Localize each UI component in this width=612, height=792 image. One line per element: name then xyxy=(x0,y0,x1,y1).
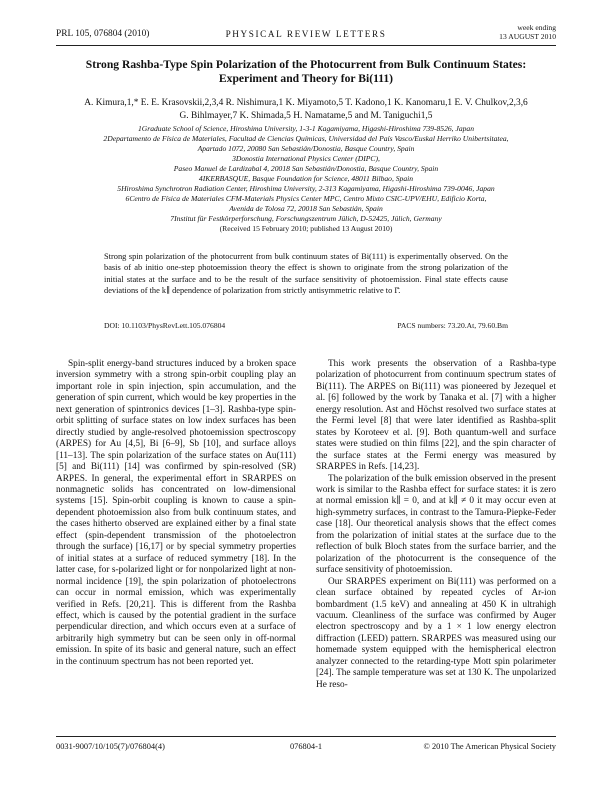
author-list xyxy=(56,97,556,124)
week-label: week ending xyxy=(517,23,556,32)
paragraph: Spin-split energy-band structures induced by a broken space inversion symmetry with a strong spin-orbit coupling play an important role in spin injection, spin accumulation, and the generation of spin current, which would be key properties in the next generation of spintronics devices [1–3]. Rashba-type spin-orbit splitting of surface states on low index surfaces has been directly studied by angle-resolved photoemission spectroscopy (ARPES) for Au [4,5], Bi [6–9], Sb [10], and surface alloys [11–13]. The spin polarization of the surface states on Au(111) [5] and Bi(111) [14] was confirmed by spin-resolved (SR) ARPES. In general, the experimental effort in SRARPES on nonmagnetic solids has concentrated on low-dimensional systems [15]. Spin-orbit coupling is known to cause a spin-dependent photoemission also from bulk continuum states, and the cases hitherto observed are explained either by a final state effect (spin-dependent transmission of the photoelectron through the surface) [16,17] or by special symmetry properties of initial states at a surface of reduced symmetry [18]. In the latter case, for s-polarized light or for nonpolarized light at non-normal incidence [19], the spin polarization of photoelectrons can occur in normal emission, which was experimentally verified in Refs. [20,21]. This is different from the Rashba effect, which is caused by the potential gradient in the surface perpendicular direction, and which occurs even at a surface of arbitrarily high symmetry but can be seen only in off-normal emission. In spite of its basic and general nature, such an effect in the continuum spectrum has not been reported yet. xyxy=(56,359,296,667)
footer-rule xyxy=(56,736,556,737)
paragraph: The polarization of the bulk emission observed in the present work is similar to the Rashba effect for surface states: it is zero at normal emission k∥ = 0, and at k∥ ≠ 0 it may occur even at high-symmetry surfaces, in contrast to the Tamura-Piepke-Feder case [18]. Our theoretical analysis shows that the effect comes from the polarization of initial states at the surface due to the reflection of bulk Bloch states from the surface barrier, and the polarization of the photocurrent is the consequence of the surface sensitivity of photoemission. xyxy=(316,473,556,576)
page-number: 076804-1 xyxy=(289,742,323,751)
doi-link[interactable]: DOI: 10.1103/PhysRevLett.105.076804 xyxy=(104,321,226,330)
header-rule xyxy=(56,45,556,46)
journal-name: PHYSICAL REVIEW LETTERS xyxy=(225,29,387,39)
affiliation: 5Hiroshima Synchrotron Radiation Center, Hiroshima University, 2-313 Kagamiyama, Higashi-Hiroshima 739-0046, Japan xyxy=(117,184,495,193)
copyright: © 2010 The American Physical Society xyxy=(423,742,556,751)
pacs-numbers: PACS numbers: 73.20.At, 79.60.Bm xyxy=(397,321,508,330)
author-line: A. Kimura,1,* E. E. Krasovskii,2,3,4 R. Nishimura,1 K. Miyamoto,5 T. Kadono,1 K. Kanomaru,1 E. V. Chulkov,2,3,6 xyxy=(84,98,528,108)
affiliation: Apartado 1072, 20080 San Sebastián/Donostia, Basque Country, Spain xyxy=(197,144,415,153)
affiliation-list xyxy=(56,124,556,234)
affiliation: 4IKERBASQUE, Basque Foundation for Science, 48011 Bilbao, Spain xyxy=(198,174,414,183)
journal-reference: PRL 105, 076804 (2010) xyxy=(56,29,150,39)
affiliation: 6Centro de Física de Materiales CFM-Materials Physics Center MPC, Centro Mixto CSIC-UPV/EHU, Edificio Korta, xyxy=(125,194,487,203)
affiliation: Avenida de Tolosa 72, 20018 San Sebastián, Spain xyxy=(229,204,383,213)
issue-date xyxy=(499,24,556,41)
date-label: 13 AUGUST 2010 xyxy=(499,31,556,41)
affiliation: 3Donostia International Physics Center (DIPC), xyxy=(232,154,380,163)
paragraph: This work presents the observation of a Rashba-type polarization of photocurrent from continuum spectrum states of Bi(111). The ARPES on Bi(111) was pioneered by Jezequel et al. [6] followed by the work by Tanaka et al. [7] with a higher energy resolution. Ast and Höchst resolved two surface states at the Fermi level [8] that were later identified as Rashba-split states by Koroteev et al. [9]. Both quantum-well and surface states were studied on thin films [22], and the spin character of the surface states at the Fermi energy was measured by SRARPES in Refs. [14,23]. xyxy=(316,359,556,473)
paragraph: Our SRARPES experiment on Bi(111) was performed on a clean surface obtained by repeated cycles of Ar-ion bombardment (1.5 keV) and annealing at 450 K in ultrahigh vacuum. Cleanliness of the surface was confirmed by Auger electron spectroscopy and by a 1 × 1 low energy electron diffraction (LEED) pattern. SRARPES was measured using our homemade system equipped with the hemispherical electron analyzer connected to the retarding-type Mott spin polarimeter [24]. The sample temperature was set at 130 K. The unpolarized He reso- xyxy=(316,576,556,690)
article-meta xyxy=(104,321,508,333)
affiliation: 2Departamento de Física de Materiales, Facultad de Ciencias Químicas, Universidad del País Vasco/Euskal Herriko Unibertsitatea, xyxy=(103,134,509,143)
page-footer xyxy=(56,742,556,754)
affiliation: 1Graduate School of Science, Hiroshima University, 1-3-1 Kagamiyama, Higashi-Hiroshima 739-8526, Japan xyxy=(137,124,475,133)
body-column-right xyxy=(316,359,556,691)
running-header xyxy=(56,23,556,44)
affiliation: Paseo Manuel de Lardizabal 4, 20018 San Sebastián/Donostia, Basque Country, Spain xyxy=(173,164,439,173)
body-column-left xyxy=(56,359,296,668)
affiliation: 7Institut für Festkörperforschung, Forschungszentrum Jülich, D-52425, Jülich, Germany xyxy=(170,214,442,223)
paper-title: Strong Rashba-Type Spin Polarization of the Photocurrent from Bulk Continuum States: Experiment and Theory for Bi(111) xyxy=(85,58,527,85)
author-line: G. Bihlmayer,7 K. Shimada,5 H. Namatame,5 and M. Taniguchi1,5 xyxy=(179,111,433,122)
footer-code: 0031-9007/10/105(7)/076804(4) xyxy=(56,742,165,751)
abstract: Strong spin polarization of the photocurrent from bulk continuum states of Bi(111) is experimentally observed. On the basis of ab initio one-step photoemission theory the effect is shown to originate from the strong polarization of the initial states at the surface and to be the result of the surface sensitivity of photoemission. Final state effects cause deviations of the k∥ dependence of polarization from strictly antisymmetric relative to Γ̄. xyxy=(104,252,508,296)
received-date: (Received 15 February 2010; published 13 August 2010) xyxy=(219,224,393,233)
